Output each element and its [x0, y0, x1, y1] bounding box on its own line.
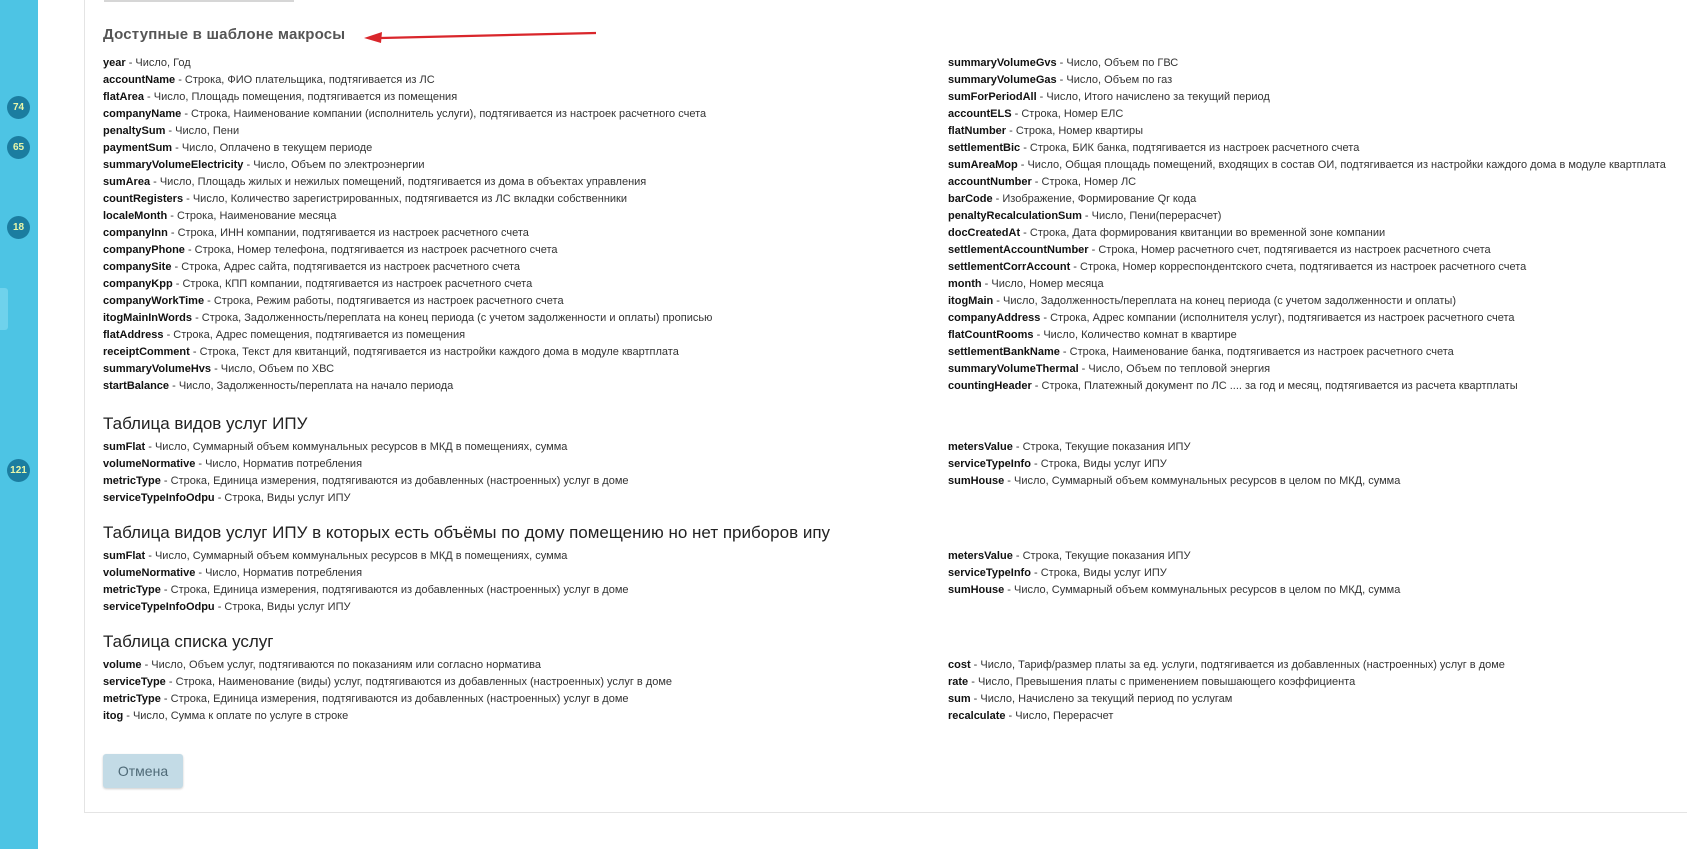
macro-name: flatAddress — [103, 329, 164, 341]
macro-description: - Число, Объем по ГВС — [1056, 57, 1179, 69]
macro-line — [948, 456, 1400, 473]
macro-name: sumFlat — [103, 441, 146, 453]
macro-name: itog — [103, 710, 124, 722]
macro-description: - Строка, Текст для квитанций, подтягивается из настройки каждого дома в модуле квартплата — [189, 346, 679, 358]
macro-description: - Число, Задолженность/переплата на конец периода (с учетом задолженности и оплаты) — [993, 295, 1456, 307]
macro-description: - Число, Номер месяца — [981, 278, 1104, 290]
macro-description: - Число, Сумма к оплате по услуге в строке — [123, 710, 349, 722]
macro-description: - Число, Объем услуг, подтягиваются по показаниям или согласно норматива — [141, 659, 541, 671]
macro-description: - Строка, Платежный документ по ЛС .... за год и месяц, подтягивается из расчета квартплаты — [1031, 380, 1518, 392]
macro-name: sumArea — [103, 176, 151, 188]
macro-description: - Число, Норматив потребления — [195, 458, 363, 470]
macro-line — [948, 123, 1666, 140]
macro-line — [103, 691, 672, 708]
macro-description: - Строка, Номер корреспондентского счета, подтягивается из настроек расчетного счета — [1070, 261, 1527, 273]
macro-line — [103, 361, 712, 378]
macro-line — [103, 191, 712, 208]
macro-line — [948, 327, 1666, 344]
macro-description: - Строка, Адрес компании (исполнителя услуг), подтягивается из настроек расчетного счета — [1040, 312, 1515, 324]
macro-line — [103, 599, 629, 616]
macro-description: - Строка, Виды услуг ИПУ — [214, 601, 351, 613]
macro-description: - Строка, Виды услуг ИПУ — [1030, 567, 1167, 579]
macro-description: - Число, Объем по газ — [1056, 74, 1173, 86]
macro-name: serviceTypeInfo — [948, 458, 1031, 470]
macro-line — [948, 293, 1666, 310]
macro-line — [103, 490, 629, 507]
count-badge[interactable]: 74 — [7, 96, 30, 119]
macro-name: accountName — [103, 74, 176, 86]
macro-description: - Строка, ФИО плательщика, подтягивается из ЛС — [175, 74, 435, 86]
macro-line — [103, 242, 712, 259]
macro-name: sumFlat — [103, 550, 146, 562]
macro-line — [103, 657, 672, 674]
macro-name: startBalance — [103, 380, 170, 392]
macro-description: - Строка, Дата формирования квитанции во временной зоне компании — [1020, 227, 1386, 239]
macro-name: rate — [948, 676, 969, 688]
macro-line — [948, 657, 1505, 674]
macro-description: - Строка, Номер квартиры — [1006, 125, 1143, 137]
macro-name: companySite — [103, 261, 172, 273]
macro-name: sumAreaMop — [948, 159, 1018, 171]
macro-line — [103, 473, 629, 490]
macro-line — [103, 548, 629, 565]
macro-line — [948, 225, 1666, 242]
section-left-column — [103, 439, 629, 507]
macro-description: - Строка, Текущие показания ИПУ — [1012, 441, 1191, 453]
macro-line — [948, 582, 1400, 599]
macro-name: settlementBic — [948, 142, 1021, 154]
macro-line — [103, 106, 712, 123]
macro-description: - Строка, Единица измерения, подтягиваются из добавленных (настроенных) услуг в доме — [160, 584, 629, 596]
macro-name: itogMain — [948, 295, 994, 307]
macro-name: serviceTypeInfo — [948, 567, 1031, 579]
count-badge[interactable]: 65 — [7, 136, 30, 159]
macro-line — [103, 674, 672, 691]
macro-line — [948, 344, 1666, 361]
macro-description: - Строка, Виды услуг ИПУ — [1030, 458, 1167, 470]
macro-line — [948, 140, 1666, 157]
macro-line — [948, 276, 1666, 293]
section-title: Таблица видов услуг ИПУ в которых есть объёмы по дому помещению но нет приборов ипу — [103, 523, 831, 542]
macro-description: - Строка, Номер ЛС — [1031, 176, 1137, 188]
macro-line — [103, 55, 712, 72]
section-right-column — [948, 439, 1400, 490]
macro-name: summaryVolumeElectricity — [103, 159, 244, 171]
macro-line — [103, 89, 712, 106]
macro-description: - Число, Пени(перерасчет) — [1081, 210, 1222, 222]
macro-description: - Изображение, Формирование Qr кода — [992, 193, 1197, 205]
macro-name: companyWorkTime — [103, 295, 205, 307]
macro-line — [103, 157, 712, 174]
macro-line — [948, 361, 1666, 378]
macro-name: volumeNormative — [103, 567, 196, 579]
macro-line — [948, 72, 1666, 89]
macro-line — [103, 293, 712, 310]
macro-line — [103, 174, 712, 191]
macro-description: - Число, Суммарный объем коммунальных ресурсов в МКД в помещениях, сумма — [145, 550, 568, 562]
macro-name: metricType — [103, 584, 161, 596]
arrow-annotation — [360, 26, 600, 46]
macro-description: - Строка, Наименование банка, подтягивается из настроек расчетного счета — [1059, 346, 1454, 358]
macro-name: serviceTypeInfoOdpu — [103, 492, 215, 504]
macro-line — [103, 565, 629, 582]
macro-description: - Число, Превышения платы с применением повышающего коэффициента — [968, 676, 1356, 688]
macro-description: - Число, Площадь жилых и нежилых помещений, подтягивается из дома в объектах управления — [150, 176, 647, 188]
macro-description: - Число, Площадь помещения, подтягивается из помещения — [143, 91, 458, 103]
macro-line — [948, 378, 1666, 395]
macro-line — [948, 708, 1505, 725]
macro-name: metricType — [103, 475, 161, 487]
macro-name: localeMonth — [103, 210, 168, 222]
macro-description: - Число, Общая площадь помещений, входящих в состав ОИ, подтягивается из настройки каждого дома в модуле квартплата — [1017, 159, 1666, 171]
section-right-column — [948, 657, 1505, 725]
macro-description: - Число, Объем по электроэнергии — [243, 159, 425, 171]
macro-description: - Строка, Номер ЕЛС — [1011, 108, 1124, 120]
macro-description: - Число, Оплачено в текущем периоде — [172, 142, 373, 154]
macro-line — [103, 708, 672, 725]
macro-name: flatNumber — [948, 125, 1007, 137]
macro-description: - Число, Пени — [165, 125, 240, 137]
macro-name: month — [948, 278, 982, 290]
macro-name: flatCountRooms — [948, 329, 1034, 341]
macro-name: flatArea — [103, 91, 144, 103]
macro-description: - Число, Объем по тепловой энергия — [1078, 363, 1271, 375]
macro-description: - Число, Количество зарегистрированных, подтягивается из ЛС вкладки собственники — [183, 193, 627, 205]
macro-name: summaryVolumeHvs — [103, 363, 212, 375]
macro-name: settlementAccountNumber — [948, 244, 1089, 256]
macro-line — [948, 157, 1666, 174]
macro-name: summaryVolumeGvs — [948, 57, 1057, 69]
macro-description: - Строка, Номер телефона, подтягивается из настроек расчетного счета — [184, 244, 558, 256]
macro-description: - Число, Количество комнат в квартире — [1033, 329, 1237, 341]
macro-line — [103, 310, 712, 327]
macro-name: sum — [948, 693, 971, 705]
macro-line — [948, 691, 1505, 708]
macro-name: docCreatedAt — [948, 227, 1021, 239]
macro-name: serviceTypeInfoOdpu — [103, 601, 215, 613]
macro-description: - Строка, Адрес сайта, подтягивается из настроек расчетного счета — [171, 261, 520, 273]
macro-description: - Строка, ИНН компании, подтягивается из настроек расчетного счета — [167, 227, 529, 239]
macro-name: sumHouse — [948, 475, 1005, 487]
divider — [104, 0, 294, 2]
macro-description: - Число, Тариф/размер платы за ед. услуги, подтягивается из добавленных (настроенных) услуг в доме — [970, 659, 1505, 671]
macro-name: paymentSum — [103, 142, 173, 154]
macro-description: - Строка, Наименование (виды) услуг, подтягиваются из добавленных (настроенных) услуг в доме — [165, 676, 673, 688]
macro-name: sumForPeriodAll — [948, 91, 1037, 103]
macro-name: year — [103, 57, 126, 69]
macro-name: summaryVolumeGas — [948, 74, 1057, 86]
page-title: Доступные в шаблоне макросы — [103, 26, 346, 43]
macro-line — [948, 674, 1505, 691]
macro-line — [103, 140, 712, 157]
macros-left-column — [103, 55, 712, 395]
macro-line — [103, 276, 712, 293]
macro-line — [103, 72, 712, 89]
macro-line — [103, 208, 712, 225]
sidebar — [0, 0, 38, 849]
section-title: Таблица списка услуг — [103, 632, 274, 651]
macro-description: - Строка, Режим работы, подтягивается из настроек расчетного счета — [204, 295, 564, 307]
macro-name: receiptComment — [103, 346, 190, 358]
macro-description: - Число, Суммарный объем коммунальных ресурсов в целом по МКД, сумма — [1004, 475, 1401, 487]
macro-name: recalculate — [948, 710, 1006, 722]
macro-line — [948, 310, 1666, 327]
section-left-column — [103, 548, 629, 616]
macro-description: - Строка, Наименование компании (исполнитель услуги), подтягивается из настроек расчетного счета — [181, 108, 707, 120]
macro-name: countingHeader — [948, 380, 1032, 392]
cancel-button[interactable]: Отмена — [103, 754, 183, 788]
count-badge[interactable]: 121 — [7, 459, 30, 482]
macro-description: - Строка, Задолженность/переплата на конец периода (с учетом задолженности и оплаты) прописью — [192, 312, 713, 324]
macro-description: - Строка, Единица измерения, подтягиваются из добавленных (настроенных) услуг в доме — [160, 475, 629, 487]
macro-description: - Строка, КПП компании, подтягивается из настроек расчетного счета — [172, 278, 533, 290]
macro-name: accountNumber — [948, 176, 1032, 188]
macro-description: - Строка, БИК банка, подтягивается из настроек расчетного счета — [1020, 142, 1360, 154]
macro-line — [103, 123, 712, 140]
macro-line — [948, 242, 1666, 259]
macro-line — [948, 55, 1666, 72]
macro-name: penaltyRecalculationSum — [948, 210, 1082, 222]
macro-line — [103, 378, 712, 395]
sidebar-handle[interactable] — [0, 288, 8, 330]
macro-line — [948, 473, 1400, 490]
macro-description: - Число, Объем по ХВС — [211, 363, 335, 375]
macro-name: metricType — [103, 693, 161, 705]
macro-line — [948, 565, 1400, 582]
macro-name: serviceType — [103, 676, 166, 688]
macro-name: barCode — [948, 193, 993, 205]
macro-description: - Число, Год — [125, 57, 191, 69]
macro-line — [103, 327, 712, 344]
macro-line — [948, 106, 1666, 123]
arrow-line — [380, 33, 596, 38]
macro-description: - Число, Перерасчет — [1005, 710, 1114, 722]
macro-description: - Число, Задолженность/переплата на начало периода — [169, 380, 454, 392]
macro-description: - Число, Начислено за текущий период по услугам — [970, 693, 1233, 705]
macro-name: companyAddress — [948, 312, 1041, 324]
macro-line — [948, 439, 1400, 456]
macro-name: itogMainInWords — [103, 312, 193, 324]
macro-description: - Строка, Адрес помещения, подтягивается из помещения — [163, 329, 466, 341]
macro-name: volumeNormative — [103, 458, 196, 470]
count-badge[interactable]: 18 — [7, 216, 30, 239]
macro-line — [103, 582, 629, 599]
macro-name: summaryVolumeThermal — [948, 363, 1079, 375]
macro-line — [948, 548, 1400, 565]
macro-line — [948, 208, 1666, 225]
macro-description: - Число, Суммарный объем коммунальных ресурсов в МКД в помещениях, сумма — [145, 441, 568, 453]
macro-description: - Строка, Номер расчетного счет, подтягивается из настроек расчетного счета — [1088, 244, 1491, 256]
macro-name: settlementCorrAccount — [948, 261, 1071, 273]
macro-name: cost — [948, 659, 971, 671]
macro-line — [103, 259, 712, 276]
macro-line — [103, 439, 629, 456]
macros-right-column — [948, 55, 1666, 395]
macro-description: - Число, Итого начислено за текущий период — [1036, 91, 1270, 103]
macro-description: - Строка, Виды услуг ИПУ — [214, 492, 351, 504]
macro-description: - Число, Норматив потребления — [195, 567, 363, 579]
macro-line — [103, 225, 712, 242]
macro-name: companyKpp — [103, 278, 173, 290]
macro-name: metersValue — [948, 441, 1013, 453]
macro-line — [103, 456, 629, 473]
macro-name: countRegisters — [103, 193, 184, 205]
macro-name: companyName — [103, 108, 182, 120]
macro-name: companyInn — [103, 227, 168, 239]
macro-name: volume — [103, 659, 142, 671]
macro-description: - Строка, Единица измерения, подтягиваются из добавленных (настроенных) услуг в доме — [160, 693, 629, 705]
section-left-column — [103, 657, 672, 725]
section-right-column — [948, 548, 1400, 599]
macro-name: companyPhone — [103, 244, 185, 256]
macro-name: sumHouse — [948, 584, 1005, 596]
macro-description: - Число, Суммарный объем коммунальных ресурсов в целом по МКД, сумма — [1004, 584, 1401, 596]
macro-line — [103, 344, 712, 361]
macro-name: settlementBankName — [948, 346, 1060, 358]
macro-line — [948, 89, 1666, 106]
arrow-head — [364, 32, 382, 43]
macro-name: metersValue — [948, 550, 1013, 562]
macro-description: - Строка, Наименование месяца — [167, 210, 337, 222]
macro-name: penaltySum — [103, 125, 166, 137]
section-title: Таблица видов услуг ИПУ — [103, 414, 308, 433]
macro-line — [948, 259, 1666, 276]
macro-name: accountELS — [948, 108, 1012, 120]
macro-line — [948, 174, 1666, 191]
macro-line — [948, 191, 1666, 208]
macro-description: - Строка, Текущие показания ИПУ — [1012, 550, 1191, 562]
